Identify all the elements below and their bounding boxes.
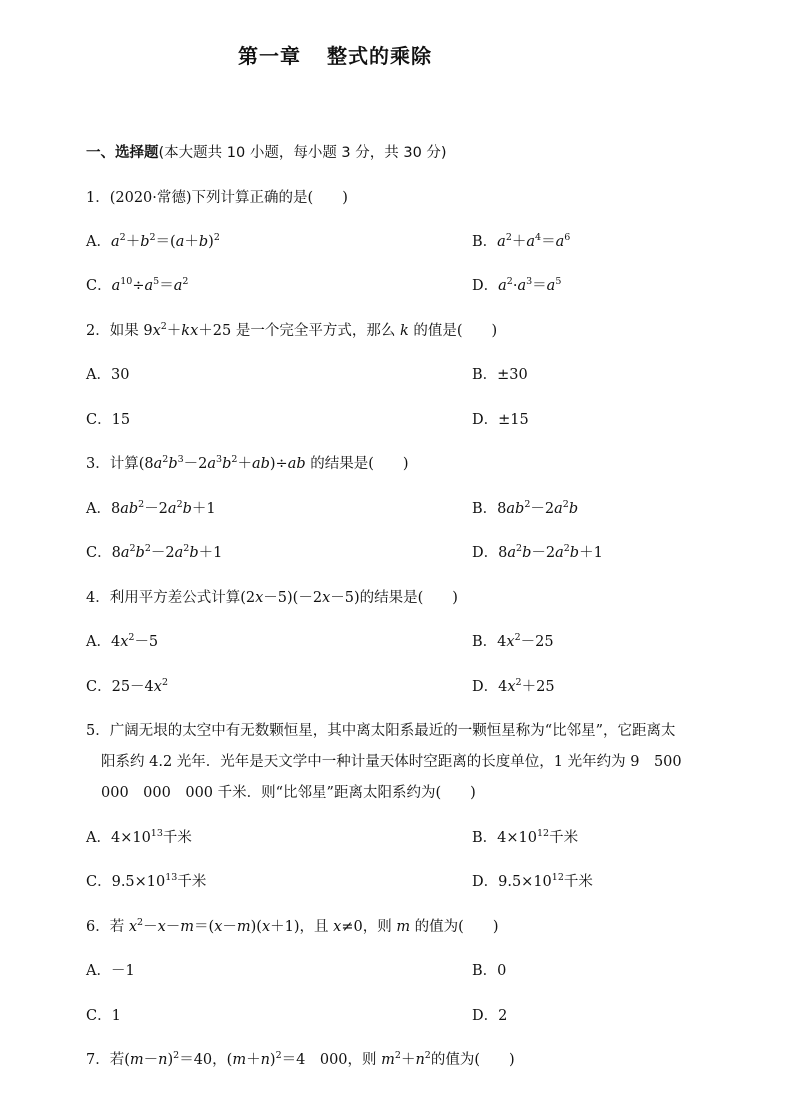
q2-option-c: C．15 (86, 412, 131, 428)
question-5-line-3: 000 000 000 千米．则“比邻星”距离太阳系约为( ) (101, 785, 476, 801)
q1-option-c: C．$a^{10}\div a^5=a^2$ (86, 276, 189, 294)
q3-option-b: B．$8ab^2-2a^2b$ (472, 499, 579, 517)
question-5-line-2: 阳系约 4.2 光年．光年是天文学中一种计量天体时空距离的长度单位，1 光年约为 9 500 (101, 754, 682, 770)
q3-option-a: A．$8ab^2-2a^2b+1$ (86, 499, 216, 517)
q1-option-a: A．$a^2+b^2=(a+b)^2$ (86, 232, 220, 250)
q3-option-c: C．$8a^2b^2-2a^2b+1$ (86, 543, 223, 561)
question-5-line-1: 5．广阔无垠的太空中有无数颗恒星，其中离太阳系最近的一颗恒星称为“比邻星”，它距离太 (86, 723, 676, 739)
q2-option-d: D．±15 (472, 412, 529, 428)
q4-option-c: C．$25-4x^2$ (86, 677, 169, 695)
question-3: 3．计算$(8a^2b^3-2a^3b^2+ab)\div ab$ 的结果是( ) (86, 454, 409, 472)
section-heading (86, 141, 447, 162)
page-title (0, 40, 670, 69)
q1-option-b: B．$a^2+a^4=a^6$ (472, 232, 571, 250)
q1-option-d: D．$a^2\cdot a^3=a^5$ (472, 276, 562, 294)
q4-option-b: B．$4x^2-25$ (472, 632, 554, 650)
q2-option-a: A．30 (86, 367, 130, 383)
q4-option-a: A．$4x^2-5$ (86, 632, 159, 650)
q6-option-d: D．2 (472, 1008, 508, 1024)
question-2: 2．如果 $9x^2+kx+25$ 是一个完全平方式，那么 k 的值是( ) (86, 321, 498, 339)
section-label: 一、选择题 (86, 145, 159, 161)
q6-option-b: B．0 (472, 963, 507, 979)
q4-option-d: D．$4x^2+25$ (472, 677, 555, 695)
q6-option-a: A．－1 (86, 963, 135, 979)
question-7: 7．若$(m-n)^2=40$，$(m+n)^2=4$ 000，则 $m^2+n^2$的值为( ) (86, 1050, 515, 1068)
q5-option-a: A．$4\times 10^{13}$千米 (86, 828, 192, 846)
question-1: 1．(2020·常德)下列计算正确的是( ) (86, 190, 348, 206)
q5-option-c: C．$9.5\times 10^{13}$千米 (86, 872, 207, 890)
section-note: (本大题共 10 小题，每小题 3 分，共 30 分) (158, 145, 447, 161)
chapter-number: 第一章 (238, 44, 301, 68)
question-4: 4．利用平方差公式计算(2x－5)(－2x－5)的结果是( ) (86, 590, 458, 606)
q3-option-d: D．$8a^2b-2a^2b+1$ (472, 543, 603, 561)
question-6: 6．若 $x^2-x-m=(x-m)(x+1)$，且 x≠0，则 m 的值为( ) (86, 917, 499, 935)
q5-option-b: B．$4\times 10^{12}$千米 (472, 828, 579, 846)
q6-option-c: C．1 (86, 1008, 121, 1024)
q2-option-b: B．±30 (472, 367, 528, 383)
chapter-title: 整式的乘除 (327, 44, 432, 68)
q5-option-d: D．$9.5\times 10^{12}$千米 (472, 872, 593, 890)
